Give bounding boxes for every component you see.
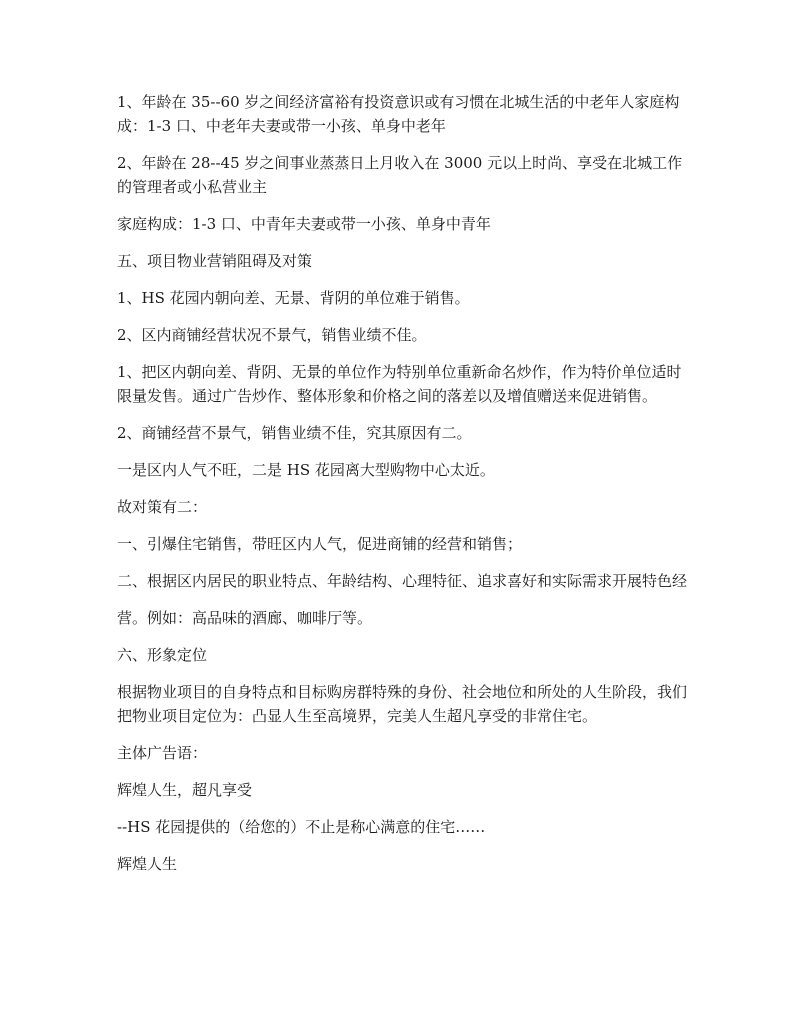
paragraph-strategy-2-cont: 营。例如：高品味的酒廊、咖啡厅等。 (117, 609, 373, 627)
document-body (117, 90, 692, 889)
paragraph-closing: 辉煌人生 (117, 855, 178, 873)
paragraph-positioning: 根据物业项目的自身特点和目标购房群特殊的身份、社会地位和所处的人生阶段，我们把物业项目定位为：凸显人生至高境界，完美人生超凡享受的非常住宅。 (117, 683, 688, 725)
paragraph-slogan-sub: --HS 花园提供的（给您的）不止是称心满意的住宅…… (117, 818, 486, 836)
paragraph-strategies-intro: 故对策有二： (117, 498, 208, 516)
paragraph-countermeasure-1: 1、把区内朝向差、背阴、无景的单位作为特别单位重新命名炒作，作为特价单位适时限量发售。通过广告炒作、整体形象和价格之间的落差以及增值赠送来促进销售。 (117, 363, 682, 405)
paragraph-obstacle-1: 1、HS 花园内朝向差、无景、背阴的单位难于销售。 (117, 289, 470, 307)
paragraph-countermeasure-2: 2、商铺经营不景气，销售业绩不佳，究其原因有二。 (117, 424, 472, 442)
paragraph-slogan-label: 主体广告语： (117, 744, 208, 762)
paragraph-strategy-1: 一、引爆住宅销售，带旺区内人气，促进商铺的经营和销售； (117, 535, 523, 553)
paragraph-slogan: 辉煌人生，超凡享受 (117, 781, 253, 799)
paragraph-strategy-2: 二、根据区内居民的职业特点、年龄结构、心理特征、追求喜好和实际需求开展特色经 (117, 572, 688, 590)
section-heading-obstacles: 五、项目物业营销阻碍及对策 (117, 252, 313, 270)
paragraph-family-composition: 家庭构成：1-3 口、中青年夫妻或带一小孩、单身中青年 (117, 215, 491, 233)
paragraph-obstacle-2: 2、区内商铺经营状况不景气，销售业绩不佳。 (117, 326, 427, 344)
paragraph-reasons: 一是区内人气不旺，二是 HS 花园离大型购物中心太近。 (117, 461, 495, 479)
paragraph-target-group-2: 2、年龄在 28--45 岁之间事业蒸蒸日上月收入在 3000 元以上时尚、享受在北城工作的管理者或小私营业主 (117, 154, 683, 196)
paragraph-target-group-1: 1、年龄在 35--60 岁之间经济富裕有投资意识或有习惯在北城生活的中老年人家庭构成：1-3 口、中老年夫妻或带一小孩、单身中老年 (117, 93, 680, 135)
section-heading-image-positioning: 六、形象定位 (117, 646, 208, 664)
